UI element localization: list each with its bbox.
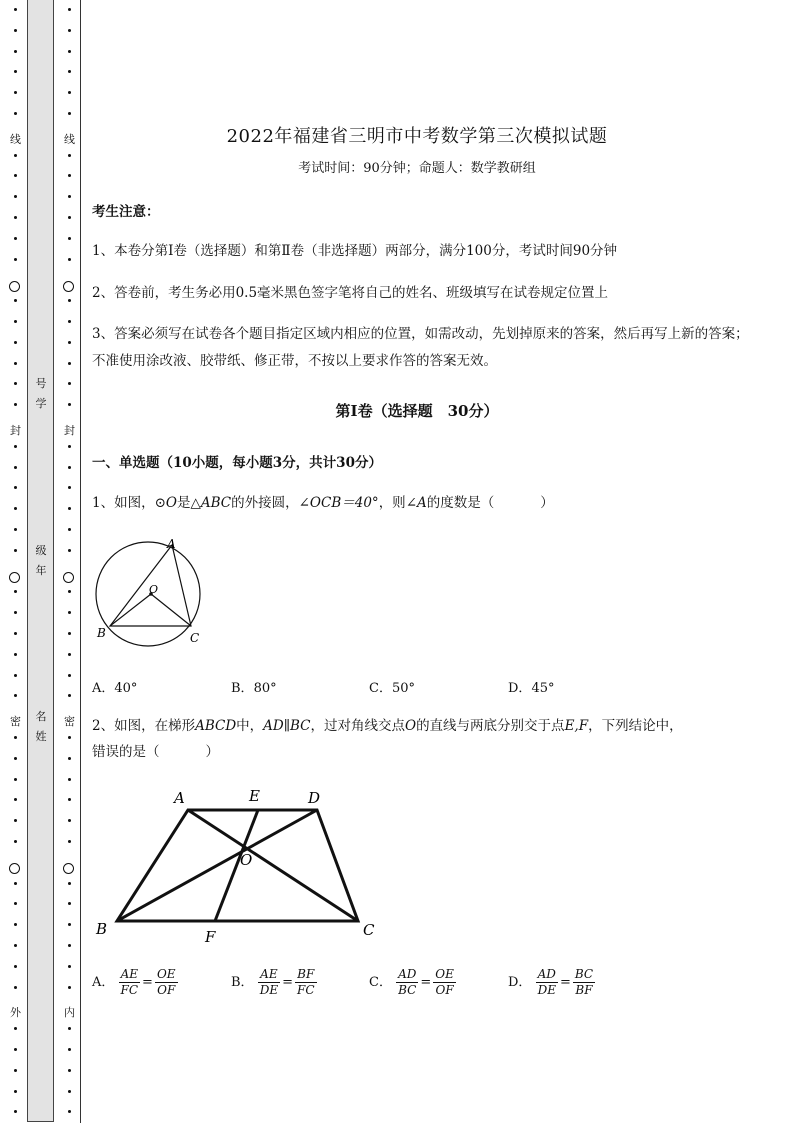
seal-dot [14,382,17,385]
seal-dot [68,632,71,635]
seal-dot [68,840,71,843]
seal-dot [14,944,17,947]
q1-o: O [165,495,177,511]
inner-seal-column [60,0,80,1123]
option-text: 80° [253,681,277,696]
label-name-2: 姓 [35,730,47,743]
seal-dot [14,29,17,32]
seal-ring [63,281,74,292]
denominator: DE [259,983,279,997]
seal-dot [14,258,17,261]
numerator: AD [536,967,558,983]
seal-dot [68,778,71,781]
seal-dot [68,237,71,240]
circle-symbol: ⊙ [154,495,166,511]
equals-sign: = [559,975,571,990]
part-title: 一、单选题（10小题，每小题3分，共计30分） [92,455,382,471]
seal-dot [68,195,71,198]
numerator: AD [398,967,417,981]
q1-option-c[interactable] [369,677,415,696]
figure-circle-triangle [92,536,212,652]
seal-dot [14,50,17,53]
option-letter: B． [231,681,254,696]
seal-ring [9,572,20,583]
q1-mid2: 的外接圆， [231,495,299,511]
q2-parallel: AD∥BC [263,718,311,734]
equals-sign: = [142,975,153,990]
inner-char-mi: 密 [64,715,75,728]
seal-dot [14,174,17,177]
denominator: FC [120,983,139,997]
seal-dot [14,70,17,73]
option-letter: C． [369,681,392,696]
fraction [573,967,595,998]
exam-subtitle: 考试时间：90分钟；命题人：数学教研组 [298,161,536,176]
seal-dot [68,507,71,510]
option-letter: A． [92,681,115,696]
q2-option-c[interactable] [369,967,456,998]
question-1 [92,490,752,516]
seal-dot [14,507,17,510]
q1-option-a[interactable] [92,677,137,696]
seal-dot [14,1069,17,1072]
seal-dot [68,258,71,261]
q1-options [92,677,752,701]
q1-option-b[interactable] [231,677,277,696]
seal-dot [14,674,17,677]
fig2-label-a: A [174,789,185,807]
seal-dot [68,466,71,469]
q2-tail1: ，下列结论中， [588,718,683,734]
fig2-label-b: B [96,920,108,938]
denominator: OF [157,983,176,997]
numerator: AE [119,967,141,983]
label-student-id-2: 学 [35,397,47,410]
seal-dot [68,403,71,406]
inner-char-nei: 内 [64,1006,75,1019]
option-text: 40° [114,681,138,696]
seal-dot [14,757,17,760]
seal-dot [14,403,17,406]
binding-margin [0,0,82,1123]
seal-ring [9,281,20,292]
q2-option-b[interactable] [231,967,317,998]
seal-dot [68,1027,71,1030]
seal-dot [14,216,17,219]
seal-dot [14,320,17,323]
fraction [155,967,178,998]
q1-mid3: ，则 [378,495,406,511]
fraction [295,967,317,998]
fig2-label-d: D [308,789,321,807]
seal-dot [14,195,17,198]
seal-dot [14,362,17,365]
seal-dot [68,70,71,73]
seal-dot [14,694,17,697]
numerator: BC [574,967,594,981]
seal-dot [68,549,71,552]
seal-dot [68,29,71,32]
seal-dot [68,362,71,365]
seal-dot [14,112,17,115]
equals-sign: = [420,975,432,990]
seal-dot [14,549,17,552]
denominator: DE [537,983,556,997]
seal-dot [14,466,17,469]
seal-dot [68,590,71,593]
section-title: 第Ⅰ卷（选择题 30分） [335,402,499,420]
option-letter: B． [231,975,254,990]
q2-line2: 错误的是（ [92,744,160,760]
seal-dot [14,237,17,240]
seal-dot [68,8,71,11]
seal-dot [68,1110,71,1113]
q2-abcd: ABCD [195,718,237,734]
seal-dot [14,986,17,989]
q2-prefix: 2、如图，在梯形 [92,718,196,734]
seal-dot [68,320,71,323]
binding-line [80,0,81,1123]
exam-title: 2022年福建省三明市中考数学第三次模拟试题 [226,126,608,147]
seal-dot [68,91,71,94]
q2-o: O [404,718,417,734]
seal-dot [14,923,17,926]
notice-item-3: 3、答案必须写在试卷各个题目指定区域内相应的位置，如需改动，先划掉原来的答案，然后再写上新的答案；不准使用涂改液、胶带纸、修正带，不按以上要求作答的答案无效。 [92,326,749,369]
option-letter: C． [369,975,392,990]
q2-options [92,967,752,1007]
question-2 [92,713,752,765]
seal-ring [9,863,20,874]
q2-option-a[interactable] [92,967,178,998]
seal-ring [63,572,74,583]
fraction [433,967,456,998]
denominator: BF [575,983,593,997]
fig1-label-c: C [190,631,200,645]
seal-dot [68,986,71,989]
seal-dot [14,778,17,781]
q2-close: ） [205,744,219,760]
seal-dot [68,694,71,697]
fig2-label-e: E [249,787,260,805]
fig1-label-b: B [97,626,106,640]
seal-dot [14,798,17,801]
seal-dot [68,882,71,885]
q1-angle-a: ∠A [405,495,427,511]
student-info-band [27,0,54,1122]
seal-dot [68,154,71,157]
seal-dot [68,653,71,656]
seal-dot [68,819,71,822]
seal-dot [14,882,17,885]
seal-dot [14,1090,17,1093]
q1-close: ） [540,495,554,511]
seal-dot [68,798,71,801]
q2-mid3: 的直线与两底分别交于点 [416,718,565,734]
seal-dot [14,840,17,843]
seal-dot [14,902,17,905]
equals-sign: = [282,975,293,990]
outer-char-wai: 外 [10,1006,21,1019]
option-letter: D． [508,681,532,696]
seal-dot [68,923,71,926]
q2-option-d[interactable] [508,967,595,998]
seal-dot [68,50,71,53]
fig2-label-c: C [363,921,375,939]
seal-dot [14,819,17,822]
seal-dot [68,341,71,344]
numerator: AE [258,967,280,983]
q1-prefix: 1、如图， [92,495,155,511]
outer-char-feng: 封 [10,424,21,437]
seal-dot [68,382,71,385]
seal-dot [14,965,17,968]
fig1-label-o: O [149,583,159,596]
label-student-id-1: 号 [35,377,47,390]
q1-mid1: 是 [176,495,191,511]
seal-dot [68,486,71,489]
fraction [258,967,280,998]
seal-dot [68,112,71,115]
seal-dot [14,8,17,11]
seal-dot [14,736,17,739]
seal-dot [14,611,17,614]
seal-dot [68,944,71,947]
q2-ef: E,F [564,718,589,734]
seal-dot [14,632,17,635]
notice-item-2: 2、答卷前，考生务必用0.5毫米黑色签字笔将自己的姓名、班级填写在试卷规定位置上 [92,285,609,301]
denominator: OF [435,983,454,997]
label-grade-2: 年 [35,564,47,577]
q1-option-d[interactable] [508,677,554,696]
q1-triangle: △ABC [190,495,232,511]
fig1-label-a: A [167,537,176,551]
fraction [119,967,141,998]
notice-item-1: 1、本卷分第Ⅰ卷（选择题）和第Ⅱ卷（非选择题）两部分，满分100分，考试时间90分钟 [92,243,618,259]
option-letter: D． [508,975,532,990]
seal-dot [14,1027,17,1030]
seal-dot [14,653,17,656]
seal-dot [68,445,71,448]
seal-dot [14,486,17,489]
seal-dot [68,1090,71,1093]
fraction [536,967,558,998]
notice-heading: 考生注意： [92,204,160,220]
seal-dot [14,154,17,157]
inner-char-feng: 封 [64,424,75,437]
denominator: BC [398,983,417,997]
seal-dot [68,674,71,677]
seal-dot [14,1110,17,1113]
seal-dot [68,528,71,531]
seal-dot [14,590,17,593]
seal-dot [68,216,71,219]
seal-ring [63,863,74,874]
seal-dot [68,174,71,177]
seal-dot [68,965,71,968]
inner-char-xian: 线 [64,133,75,146]
seal-dot [68,1069,71,1072]
seal-dot [14,91,17,94]
seal-dot [14,445,17,448]
option-text: 50° [391,681,415,696]
q2-mid2: ，过对角线交点 [310,718,405,734]
fig2-label-o: O [240,851,253,869]
seal-dot [68,299,71,302]
q1-tail: 的度数是（ [426,495,495,511]
label-grade-1: 级 [35,544,47,557]
q2-mid1: 中， [236,718,264,734]
fraction [396,967,418,998]
seal-dot [68,611,71,614]
numerator: OE [156,967,176,981]
label-name-1: 名 [35,710,47,723]
seal-dot [14,528,17,531]
seal-dot [14,1048,17,1051]
numerator: OE [435,967,454,981]
denominator: FC [297,983,315,997]
option-letter: A． [92,975,115,990]
q1-angle: ∠OCB＝40° [298,495,379,511]
outer-char-mi: 密 [10,715,21,728]
seal-dot [68,1048,71,1051]
figure-trapezoid [92,782,392,951]
seal-dot [68,757,71,760]
seal-dot [14,341,17,344]
outer-char-xian: 线 [10,133,21,146]
seal-dot [14,299,17,302]
option-text: 45° [531,681,555,696]
numerator: BF [295,967,317,983]
seal-dot [68,902,71,905]
seal-dot [68,736,71,739]
fig2-label-f: F [205,928,216,946]
outer-seal-column [6,0,26,1123]
